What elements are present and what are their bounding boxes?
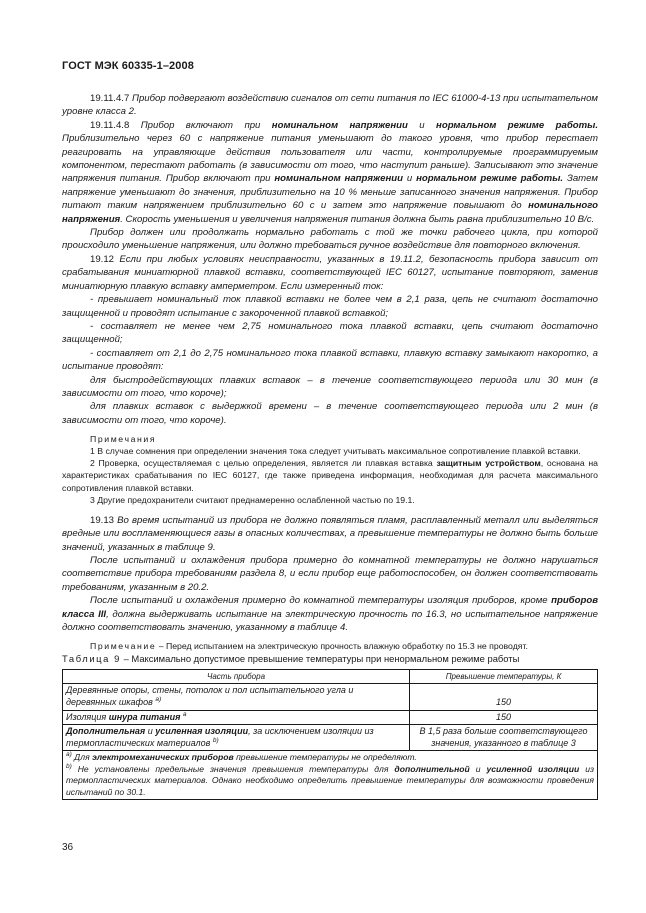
conjunction: и — [406, 173, 413, 185]
footnote-b — [66, 764, 594, 798]
table-caption-text: – Максимально допустимое превышение температуры при ненормальном режиме работы — [123, 653, 520, 665]
term-supply-cord: шнура питания — [108, 711, 181, 722]
term-rated-voltage: номинального напряжения — [62, 200, 598, 225]
sub-item: для быстродействующих плавких вставок – в течение соответствующего периода или 30 мин (в зависимости от того, что короче); — [62, 374, 598, 399]
paragraph-insulation — [62, 594, 598, 634]
table-row — [63, 725, 598, 751]
column-header: Часть прибора — [63, 669, 410, 684]
clause-text: Если при любых условиях неисправности, указанных в 19.11.2, безопасность прибора зависит от срабатывания миниатюрной плавкой вставки, соответствующей IEC 60127, испытание повторяют, заменив миниатюрную плавкую вставку амперметром. Если измеренный ток: — [62, 253, 599, 292]
note-label: Примечание — [90, 641, 157, 652]
note-1: 1 В случае сомнения при определении значения тока следует учитывать максимальное сопротивление плавкой вставки. — [90, 446, 581, 457]
term-normal-operation: нормальном режиме работы. — [436, 119, 599, 131]
cell-text: , за исключением изоляции из термопластических материалов — [66, 726, 374, 748]
term-electromechanical: электромеханических приборов — [92, 752, 234, 763]
table-cell: 150 — [410, 684, 598, 710]
clause-text: После испытаний и охлаждения примерно до комнатной температуры изоляция приборов, кроме — [90, 595, 548, 607]
notes-heading: Примечания — [90, 434, 157, 445]
column-header: Превышение температуры, К — [410, 669, 598, 684]
clause-text: Приблизительно через 60 с напряжение питания уменьшают до такого уровня, что прибор перестает реагировать на управляющие действия пользователя или части, контролируемые программируемым компонентом, перестают работать (в зависимости от того, что наступит раньше). Записывают это значение напряжения питания. Прибор включают при — [62, 133, 598, 185]
footnote-mark: b) — [66, 762, 72, 770]
note-text: , основана на характеристиках срабатывания по IEC 60127, где также приведена информация, необходимая для расчета максимального сопротивления плавкой вставки. — [62, 458, 598, 493]
table-row — [63, 710, 598, 725]
cell-text: Изоляция — [66, 711, 107, 722]
paragraph-after-test: После испытаний и охлаждения прибора примерно до комнатной температуры не должно нарушаться соответствие прибора требованиям раздела 8, и если прибор еще работоспособен, он должен соответствовать требованиям, указанным в 20.2. — [62, 554, 598, 593]
clause-19-11-4-7 — [62, 92, 598, 119]
footnote-ref: b) — [212, 736, 219, 744]
bullet-item: - составляет не менее чем 2,75 номинального тока плавкой вставки, цепь считают достаточно защищенной; — [62, 320, 598, 346]
clause-text: Затем напряжение уменьшают до значения, приблизительно на 10 % меньше записанного значения напряжения. Прибор питают таким напряжением приблизительно 60 с и затем это напряжение повышают до — [62, 173, 598, 212]
table-caption-label: Таблица 9 — [62, 653, 121, 665]
footnote-text: из термопластических материалов. Однако необходимо определить превышение температуры для возможности проведения испытаний по 30.1. — [66, 763, 595, 797]
table-row — [63, 684, 598, 710]
page-number: 36 — [62, 842, 74, 853]
footnote-mark: а) — [66, 751, 72, 759]
cell-text: Деревянные опоры, стены, потолок и пол испытательного угла и деревянных шкафов — [66, 685, 354, 708]
bullet-item: - составляет от 2,1 до 2,75 номинального тока плавкой вставки, плавкую вставку замыкают накоротко, а испытание проводят: — [62, 347, 598, 373]
note-2 — [62, 457, 598, 493]
term-protective-device: защитным устройством — [436, 458, 541, 469]
clause-19-11-4-8 — [62, 119, 598, 226]
clause-text: Во время испытаний из прибора не должно появляться пламя, расплавленный металл или выделяться вредные или воспламеняющиеся газы в опасных количествах, а превышение температуры не должно быть больше значений, указанных в таблице 9. — [62, 514, 598, 553]
footnote-ref: а) — [155, 696, 162, 704]
temperature-rise-table — [62, 669, 598, 800]
clause-text: Прибор включают при — [140, 119, 261, 131]
footnote-a — [66, 752, 594, 763]
term-class-iii: приборов класса III — [62, 595, 598, 620]
clause-19-13 — [62, 514, 598, 554]
clause-text: , должна выдерживать испытание на электрическую прочность по 16.3, но испытательное напряжение должно соответствовать значению, указанному в таблице 4. — [62, 608, 598, 633]
clause-number: 19.12 — [90, 253, 115, 265]
note-single — [62, 640, 598, 652]
table-cell — [63, 725, 410, 751]
document-body — [62, 92, 598, 800]
conjunction: и — [147, 726, 153, 737]
table-footnotes — [63, 751, 598, 800]
table-cell — [63, 684, 410, 710]
clause-text: . Скорость уменьшения и увеличения напряжения питания должна быть равна приблизительно 10 В/с. — [120, 213, 595, 225]
footnote-ref: а — [182, 710, 187, 718]
clause-number: 19.11.4.7 — [90, 93, 130, 104]
clause-text: Прибор подвергают воздействию сигналов от сети питания по IEC 61000-4-13 при испытательном уровне класса 2. — [62, 93, 598, 118]
footnote-text: Для — [74, 752, 90, 763]
note-3: 3 Другие предохранители считают преднамеренно ослабленной частью по 19.1. — [90, 494, 415, 505]
clause-number: 19.13 — [90, 514, 115, 526]
conjunction: и — [475, 763, 481, 774]
term-rated-voltage: номинальном напряжении — [274, 173, 403, 185]
table-cell: В 1,5 раза больше соответствующего значения, указанного в таблице 3 — [410, 725, 598, 751]
sub-item: для плавких вставок с выдержкой времени – в течение соответствующего периода или 2 мин (в зависимости от того, что короче). — [62, 401, 598, 426]
clause-19-12 — [62, 253, 598, 293]
term-rated-voltage: номинальном напряжении — [271, 119, 408, 131]
footnote-text: превышение температуры не определяют. — [236, 752, 417, 763]
table-caption — [62, 652, 598, 665]
term-supplementary: дополнительной — [394, 763, 470, 774]
table-header-row — [63, 669, 598, 684]
clause-number: 19.11.4.8 — [90, 119, 130, 131]
table-cell: 150 — [410, 710, 598, 725]
paragraph-restart: Прибор должен или продолжать нормально работать с той же точки рабочего цикла, при которой происходило уменьшение напряжения, или должно требоваться ручное воздействие для повторного включения. — [62, 227, 598, 252]
note-text: 2 Проверка, осуществляемая с целью определения, является ли плавкая вставка — [90, 458, 433, 469]
bullet-item: - превышает номинальный ток плавкой вставки не более чем в 2,1 раза, цепь не считают достаточно защищенной и проводят испытание с закороченной плавкой вставкой; — [62, 294, 598, 319]
term-reinforced-insulation: усиленной изоляции — [486, 763, 580, 774]
term-normal-operation: нормальном режиме работы. — [416, 173, 564, 185]
term-supplementary: Дополнительная — [66, 726, 146, 737]
table-footnote-cell — [63, 751, 598, 800]
table-cell — [63, 710, 410, 725]
term-reinforced-insulation: усиленная изоляции — [155, 726, 249, 737]
page-header: ГОСТ МЭК 60335-1–2008 — [62, 60, 194, 72]
conjunction: и — [419, 119, 425, 131]
footnote-text: Не установлены предельные значения превышения температуры для — [77, 763, 389, 774]
note-text: – Перед испытанием на электрическую прочность влажную обработку по 15.3 не проводят. — [158, 641, 528, 652]
